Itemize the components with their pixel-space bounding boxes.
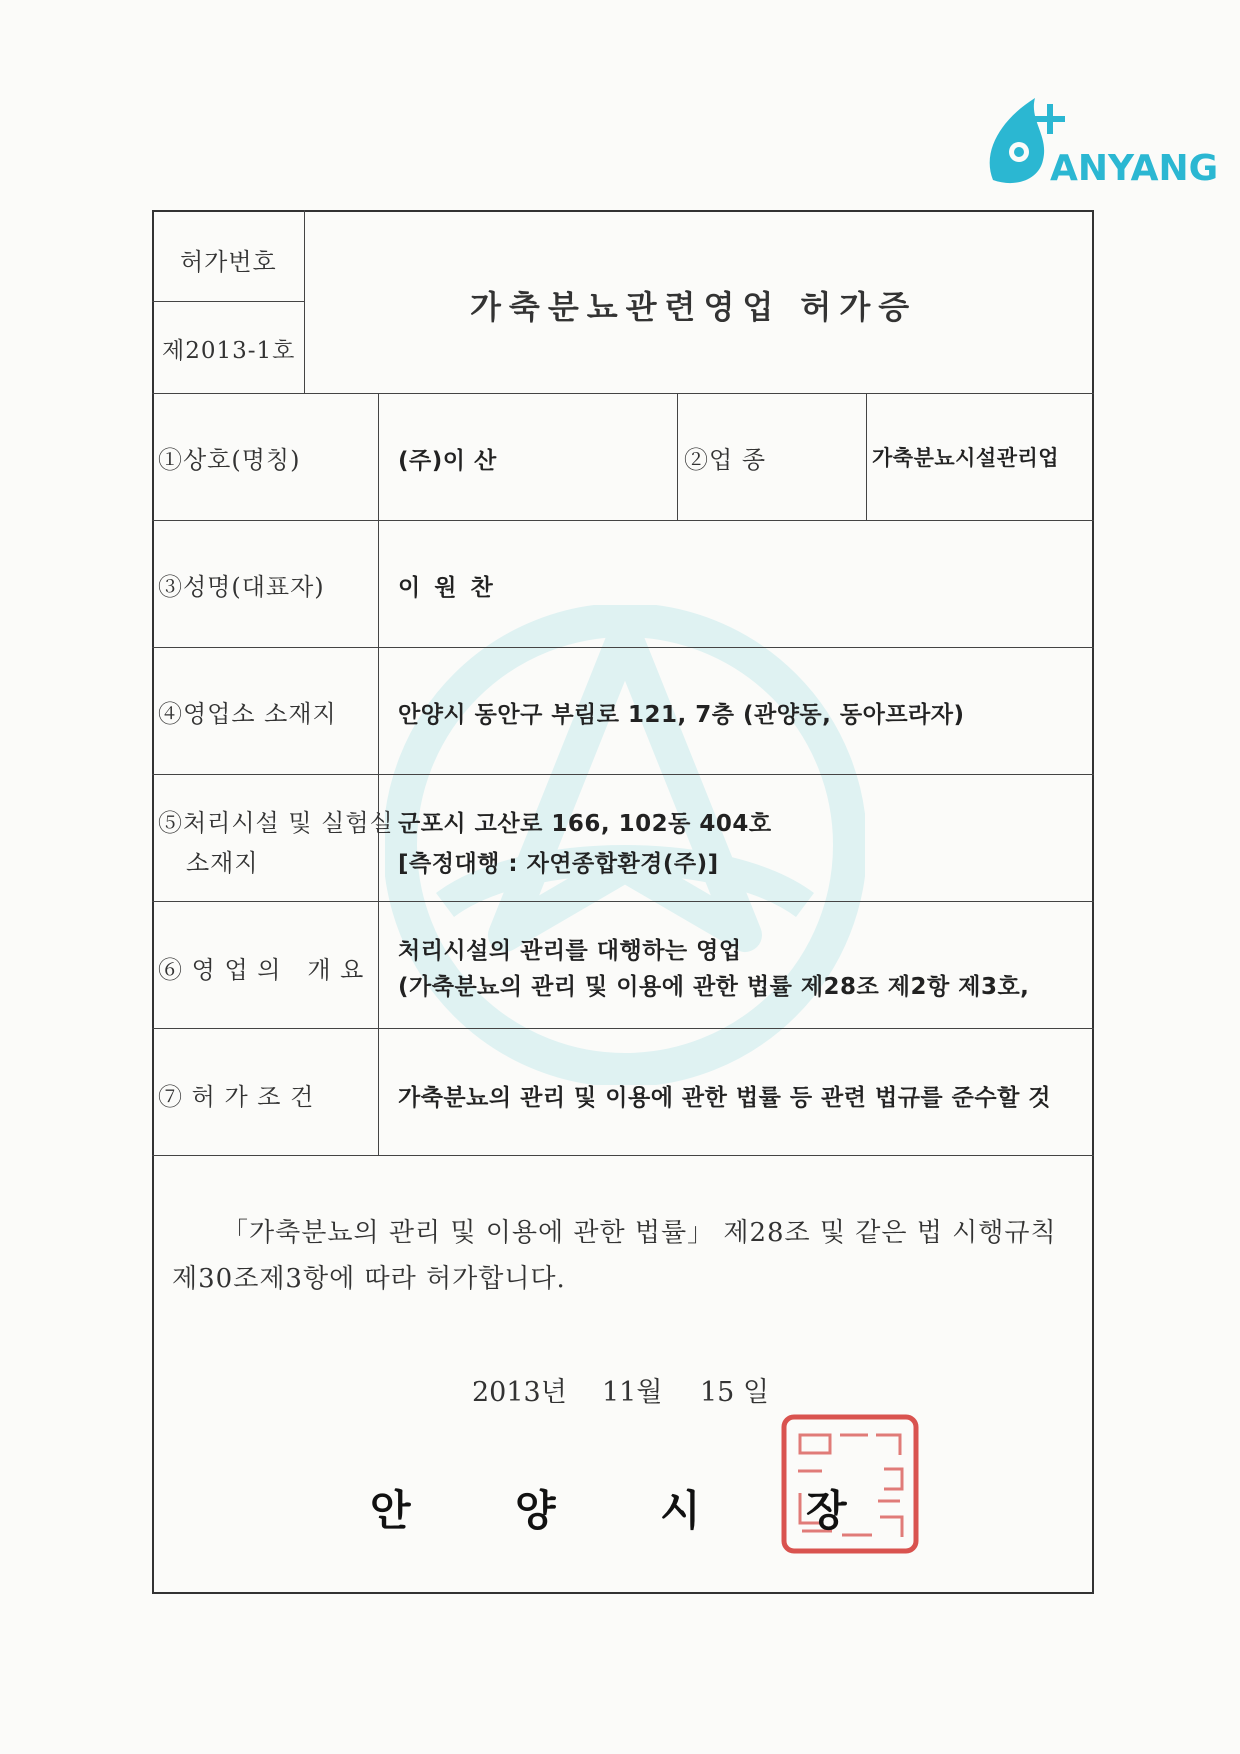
permit-number: 제2013-1호 xyxy=(162,338,296,364)
issue-date-year: 2013년 xyxy=(472,1377,567,1408)
grid-line xyxy=(152,520,1094,521)
office-location-label: ④영업소 소재지 xyxy=(158,700,337,728)
representative-value: 이 원 찬 xyxy=(398,575,496,601)
statement-line-2: 제30조제3항에 따라 허가합니다. xyxy=(172,1264,566,1294)
statement-line-1: 「가축분뇨의 관리 및 이용에 관한 법률」 제28조 및 같은 법 시행규칙 xyxy=(222,1218,1057,1248)
office-location-value: 안양시 동안구 부림로 121, 7층 (관양동, 동아프라자) xyxy=(398,702,965,728)
business-type-value: 가축분뇨시설관리업 xyxy=(872,446,1060,470)
grid-line xyxy=(866,393,867,520)
issuer-char-4: 장 xyxy=(806,1486,847,1535)
permit-conditions-label: ⑦ 허 가 조 건 xyxy=(158,1083,315,1111)
grid-line xyxy=(152,647,1094,648)
trade-name-value: (주)이 산 xyxy=(398,448,497,474)
grid-line xyxy=(152,301,304,302)
business-type-label: ②업 종 xyxy=(684,446,766,474)
grid-line xyxy=(677,393,678,520)
business-overview-value: 처리시설의 관리를 대행하는 영업 xyxy=(398,938,742,964)
issuer-char-2: 양 xyxy=(515,1486,556,1535)
certificate-title: 가축분뇨관련영업 허가증 xyxy=(470,288,918,326)
facility-location-value-2: [측정대행 : 자연종합환경(주)] xyxy=(398,851,719,877)
grid-line xyxy=(152,393,1094,394)
grid-line xyxy=(152,1028,1094,1029)
grid-line xyxy=(378,393,379,1155)
business-overview-label: ⑥ 영 업 의 개 요 xyxy=(158,956,365,984)
official-seal-icon xyxy=(780,1413,920,1555)
representative-label: ③성명(대표자) xyxy=(158,573,325,601)
trade-name-label: ①상호(명칭) xyxy=(158,446,301,474)
issuer-char-1: 안 xyxy=(370,1486,411,1535)
business-overview-value-2: (가축분뇨의 관리 및 이용에 관한 법률 제28조 제2항 제3호, xyxy=(398,974,1030,1000)
issue-date-month: 11월 xyxy=(602,1377,663,1408)
grid-line xyxy=(152,901,1094,902)
permit-number-label: 허가번호 xyxy=(180,248,277,276)
logo-text: ANYANG xyxy=(1050,148,1219,189)
issue-date-day: 15 일 xyxy=(700,1377,770,1408)
grid-line xyxy=(152,774,1094,775)
grid-line xyxy=(152,1155,1094,1156)
permit-conditions-value: 가축분뇨의 관리 및 이용에 관한 법률 등 관련 법규를 준수할 것 xyxy=(398,1085,1052,1111)
facility-location-label: ⑤처리시설 및 실험실 xyxy=(158,809,394,837)
facility-location-label-2: 소재지 xyxy=(186,849,259,877)
grid-line xyxy=(304,210,305,393)
issuer-char-3: 시 xyxy=(660,1486,701,1535)
facility-location-value: 군포시 고산로 166, 102동 404호 xyxy=(398,811,772,837)
